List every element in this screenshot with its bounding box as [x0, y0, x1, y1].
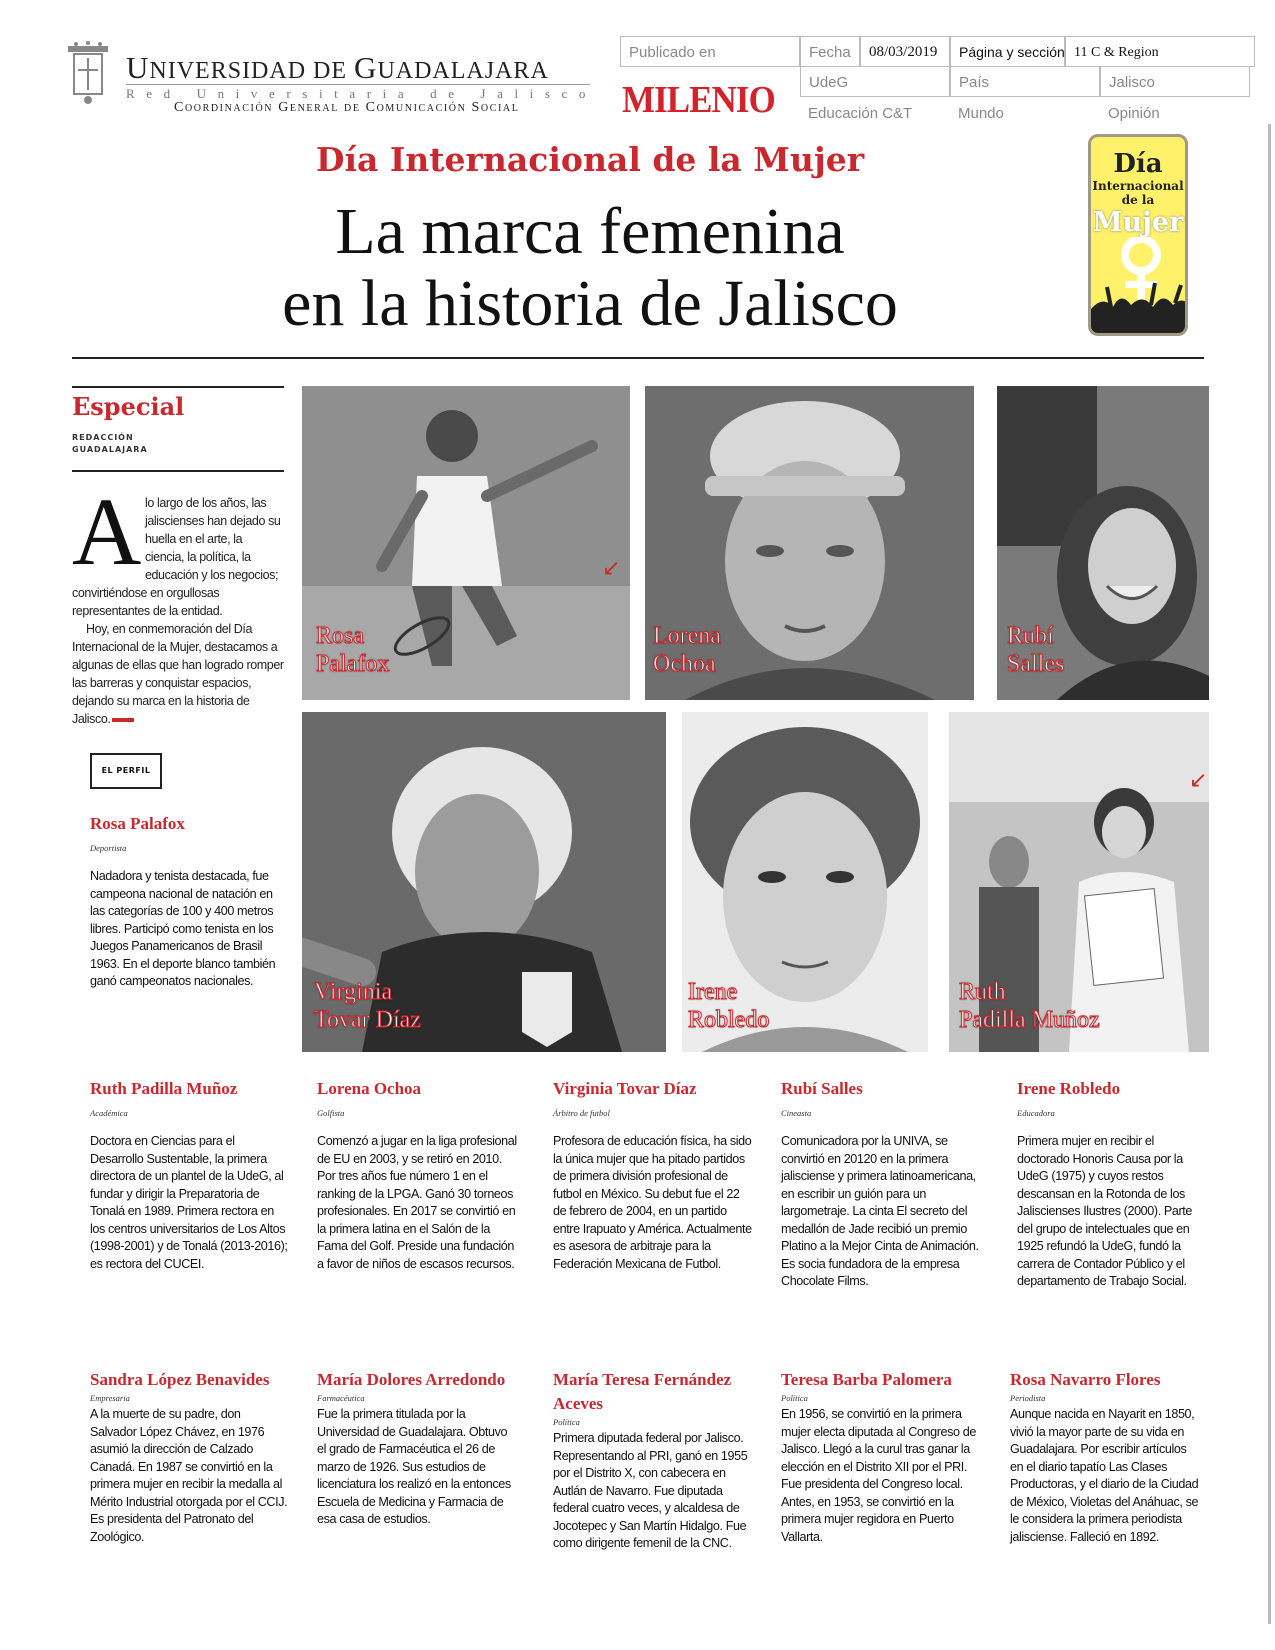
section-mundo: Mundo	[958, 105, 1004, 122]
sidebar-top-rule	[72, 386, 284, 388]
page-edge-line	[1268, 124, 1271, 1624]
profile-bio: Primera diputada federal por Jalisco. Representando al PRI, ganó en 1955 por el Distrito X, con cabecera en Autlán de Navarro. Fue diputada federal cuatro veces, y alcaldesa de Jocotepec y San Martín Hidalgo. Fue como dirigente femenil de la CNC.	[553, 1431, 748, 1550]
intro-paragraph-1: lo largo de los años, las jaliscienses han dejado su huella en el arte, la ciencia, la política, la educación y los negocios; convirtiéndose en orgullosas representantes de la entidad.	[72, 496, 281, 618]
profile-maria-dolores	[317, 1368, 517, 1529]
headline-line-1: La marca femenina	[335, 195, 845, 268]
profile-role: Política	[781, 1393, 808, 1403]
photo-irene-robledo	[682, 712, 928, 1052]
profile-role: Cineasta	[781, 1108, 812, 1118]
section-jalisco: Jalisco	[1100, 66, 1250, 97]
institution-coordination: Coordinación General de Comunicación Social	[174, 100, 520, 115]
article-headline	[0, 196, 1180, 340]
section-label: Página y sección	[950, 36, 1065, 67]
profile-role: Farmacéutica	[317, 1393, 365, 1403]
photo-ruth-padilla	[949, 712, 1209, 1052]
profile-role: Periodista	[1010, 1393, 1046, 1403]
profile-name: Rosa Navarro Flores	[1010, 1370, 1161, 1389]
venus-crowd-icon	[1091, 237, 1188, 336]
drop-cap: A	[72, 478, 141, 585]
section-udeg: UdeG	[800, 66, 950, 97]
publisher-logo: MILENIO	[622, 79, 775, 121]
profile-role: Política	[553, 1417, 580, 1427]
profile-role: Deportista	[90, 843, 127, 853]
profile-name: Virginia Tovar Díaz	[553, 1079, 697, 1098]
profile-maria-teresa	[553, 1368, 753, 1553]
profile-bio: Comunicadora por la UNIVA, se convirtió en 20120 en la primera jalisciense y primera latinoamericana, en escribir un guión para un largometraje. La cinta El secreto del medallón de Jade recibió un premio Platino a la Mejor Cinta de Animación. Es socia fundadora de la empresa Chocolate Films.	[781, 1134, 979, 1288]
profile-rubi-salles	[781, 1077, 981, 1291]
profile-bio: A la muerte de su padre, don Salvador López Chávez, en 1976 asumió la dirección de Calzado Canadá. En 1987 se convirtió en la primera mujer en recibir la medalla al Mérito Industrial otorgada por el CCIJ. Es presidenta del Patronato del Zoológico.	[90, 1407, 288, 1544]
profile-role: Educadora	[1017, 1108, 1055, 1118]
profile-sandra-lopez	[90, 1368, 290, 1546]
photo-lorena-ochoa	[645, 386, 974, 700]
headline-line-2: en la historia de Jalisco	[282, 267, 898, 340]
section-value: 11 C & Region	[1065, 36, 1255, 67]
profile-name: María Teresa Fernández Aceves	[553, 1370, 732, 1413]
profile-bio: En 1956, se convirtió en la primera mujer electa diputada al Congreso de Jalisco. Llegó a la curul tras ganar la elección en el Distrito XII por el PRI. Fue presidenta del Congreso local. Antes, en 1953, se convirtió en la primera mujer regidora en Puerto Vallarta.	[781, 1407, 976, 1544]
article-kicker: Día Internacional de la Mujer	[315, 140, 865, 179]
photo-rosa-palafox	[302, 386, 630, 700]
institution-network: Red Universitaria de Jalisco	[126, 86, 598, 101]
section-pais: País	[950, 66, 1100, 97]
profile-rosa-navarro	[1010, 1368, 1202, 1546]
section-educacion: Educación C&T	[808, 105, 913, 122]
profile-name: Lorena Ochoa	[317, 1079, 422, 1098]
headline-divider	[72, 357, 1204, 359]
intro-paragraph-2: Hoy, en conmemoración del Día Internacional de la Mujer, destacamos a algunas de ellas que han logrado romper las barreras y conquistar espacios, dejando su marca en la historia de Jalisco.	[72, 622, 284, 726]
photo-caption: Rosa Palafox	[316, 623, 390, 677]
end-mark	[112, 718, 134, 722]
badge-line-2: Internacional de la	[1092, 179, 1184, 207]
arrow-icon: ↙	[602, 556, 621, 581]
badge-line-1: Día	[1113, 149, 1163, 179]
profile-role: Árbitro de futbol	[553, 1108, 610, 1118]
profile-irene-robledo	[1017, 1077, 1202, 1291]
photo-rubi-salles	[997, 386, 1209, 700]
profile-teresa-barba	[781, 1368, 981, 1546]
profile-bio: Aunque nacida en Nayarit en 1850, vivió la mayor parte de su vida en Guadalajara. Por escribir artículos en el diario tapatío Las Clases Productoras, y el diario de la Ciudad de México, Violetas del Anáhuac, se le considera la primera periodista jalisciense. Falleció en 1892.	[1010, 1407, 1199, 1544]
byline-city: GUADALAJARA	[72, 445, 148, 454]
badge-line-3: Mujer	[1092, 207, 1184, 238]
arrow-icon: ↙	[1189, 768, 1208, 793]
date-label: Fecha	[800, 36, 860, 67]
profile-ruth-padilla	[90, 1077, 290, 1273]
photo-caption: Rubí Salles	[1007, 623, 1065, 677]
profile-bio: Comenzó a jugar en la liga profesional de EU en 2003, y se retiró en 2010. Por tres años fue número 1 en el ranking de la LPGA. Ganó 30 torneos profesionales. En 2017 se convirtió en la primera latina en el Salón de la Fama del Golf. Preside una fundación a favor de niños de escasos recursos.	[317, 1134, 517, 1271]
perfil-label: EL PERFIL	[90, 753, 162, 789]
profile-name: Rosa Palafox	[90, 814, 185, 833]
profile-bio: Doctora en Ciencias para el Desarrollo Sustentable, la primera directora de un plantel de la UdeG, al fundar y dirigir la Preparatoria de Tonalá en 1989. Primera rectora en los centros universitarios de Los Altos (1998-2001) y de Tonalá (2013-2016); es rectora del CUCEI.	[90, 1134, 288, 1271]
published-label: Publicado en	[620, 36, 800, 67]
profile-name: Rubí Salles	[781, 1079, 863, 1098]
profile-name: María Dolores Arredondo	[317, 1370, 506, 1389]
womens-day-badge	[1088, 134, 1188, 336]
profile-name: Sandra López Benavides	[90, 1370, 270, 1389]
profile-role: Empresaria	[90, 1393, 130, 1403]
udg-seal-icon	[64, 40, 112, 108]
section-tag: Especial	[72, 392, 185, 421]
profile-name: Ruth Padilla Muñoz	[90, 1079, 238, 1098]
profile-role: Golfista	[317, 1108, 345, 1118]
profile-bio: Fue la primera titulada por la Universidad de Guadalajara. Obtuvo el grado de Farmacéutica el 26 de marzo de 1926. Sus estudios de licenciatura los realizó en la entonces Escuela de Medicina y Farmacia de esa casa de estudios.	[317, 1407, 511, 1526]
photo-caption: Lorena Ochoa	[653, 623, 721, 677]
sidebar-rule	[72, 470, 284, 472]
profile-bio: Nadadora y tenista destacada, fue campeona nacional de natación en las categorías de 100 y 400 metros libres. Participó como tenista en los Juegos Panamericanos de Brasil 1963. En el deporte blanco también ganó campeonatos nacionales.	[90, 869, 276, 988]
byline-author: REDACCIÓN	[72, 433, 134, 442]
photo-caption: Irene Robledo	[688, 979, 770, 1033]
profile-role: Académica	[90, 1108, 128, 1118]
institution-name: UNIVERSIDAD DE GUADALAJARA	[126, 50, 549, 85]
date-value: 08/03/2019	[860, 36, 950, 67]
profile-name: Teresa Barba Palomera	[781, 1370, 952, 1389]
byline	[72, 432, 148, 456]
photo-virginia-tovar	[302, 712, 666, 1052]
profile-name: Irene Robledo	[1017, 1079, 1121, 1098]
profile-bio: Profesora de educación física, ha sido la única mujer que ha pitado partidos de primera división profesional de futbol en México. Su debut fue el 22 de febrero de 2004, en un partido entre Irapuato y América. Actualmente es asesora de arbitraje para la Federación Mexicana de Futbol.	[553, 1134, 752, 1271]
profile-virginia-tovar	[553, 1077, 753, 1273]
photo-caption: Ruth Padilla Muñoz	[959, 979, 1100, 1033]
article-intro	[72, 478, 284, 728]
profile-lorena-ochoa	[317, 1077, 517, 1273]
profile-rosa-palafox	[90, 812, 280, 991]
section-opinion: Opinión	[1108, 105, 1160, 122]
photo-caption: Virginia Tovar Díaz	[314, 979, 421, 1033]
profile-bio: Primera mujer en recibir el doctorado Honoris Causa por la UdeG (1975) y cuyos restos descansan en la Rotonda de los Jaliscienses Ilustres (2000). Parte del grupo de intelectuales que en 1925 refundó la UdeG, fundó la carrera de Contador Público y el departamento de Trabajo Social.	[1017, 1134, 1192, 1288]
